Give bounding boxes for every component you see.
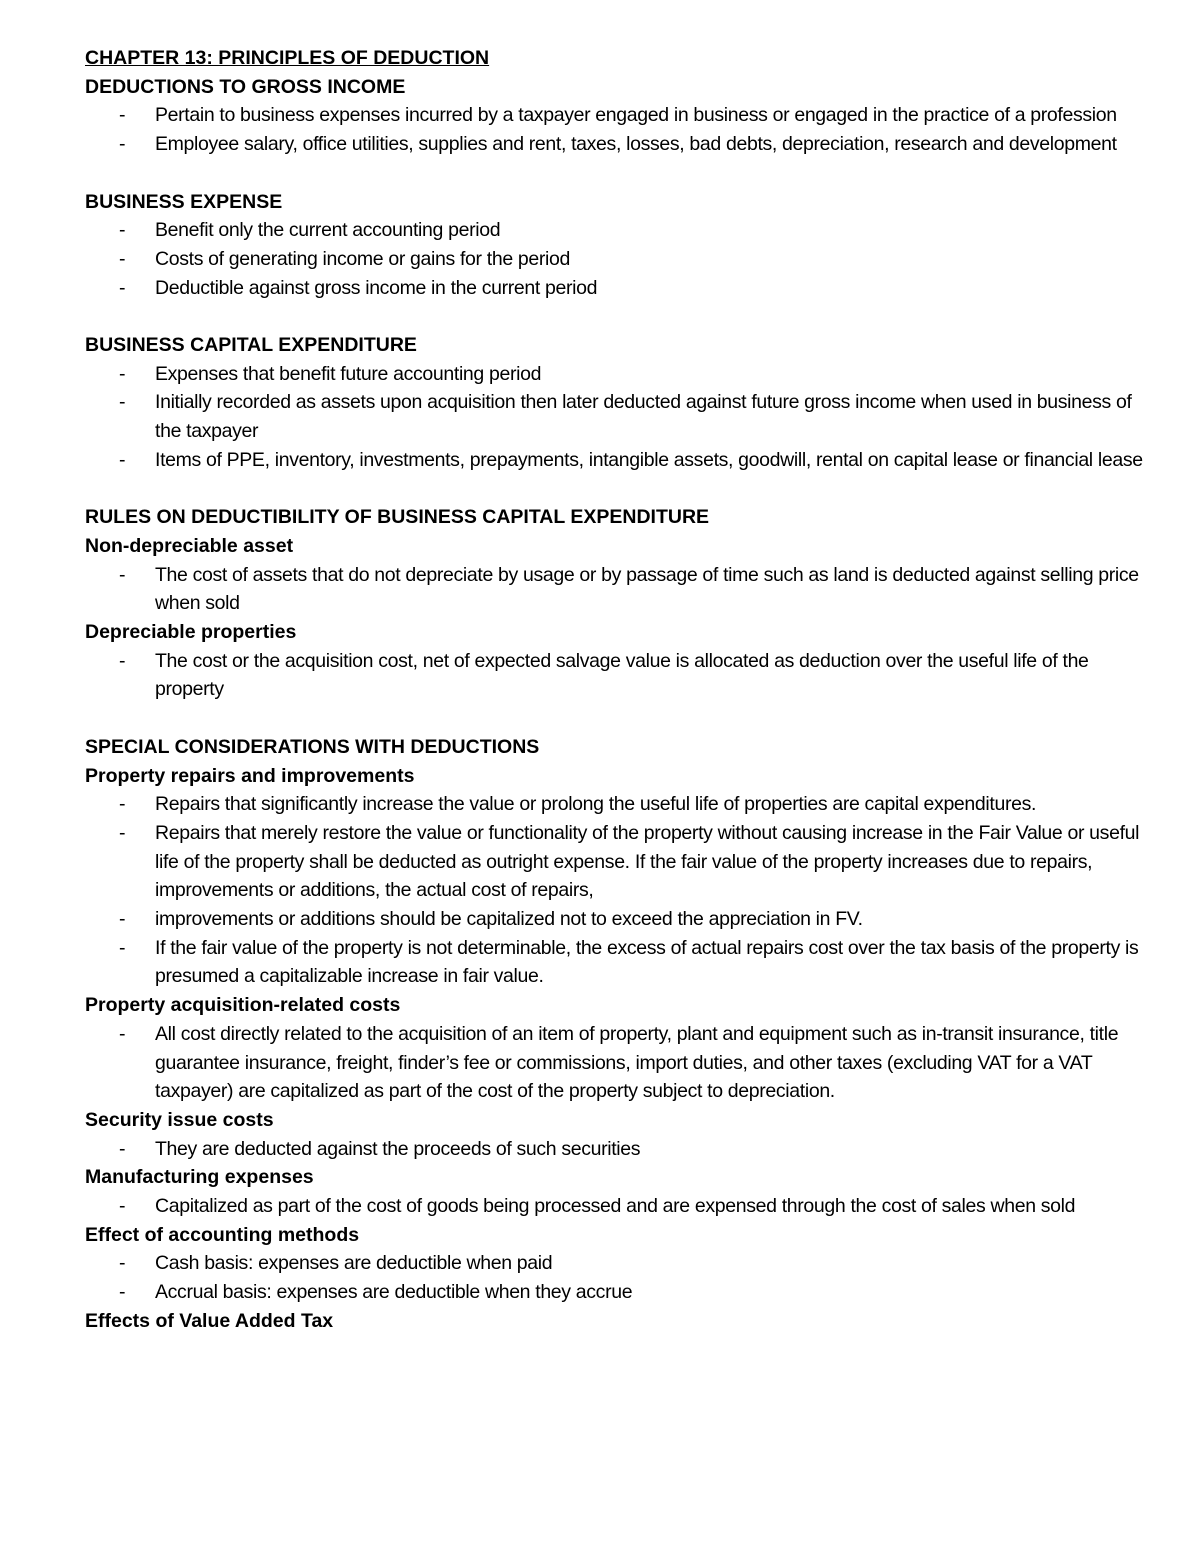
bullet-item: - Accrual basis: expenses are deductible when they accrue — [85, 1278, 1160, 1307]
subsection-heading: Depreciable properties — [85, 621, 297, 644]
section — [85, 733, 1160, 1336]
bullet-item: - Capitalized as part of the cost of goods being processed and are expensed through the cost of sales when sold — [85, 1192, 1160, 1221]
bullet-item: - Items of PPE, inventory, investments, prepayments, intangible assets, goodwill, rental on capital lease or financial lease — [85, 446, 1160, 475]
bullet-list — [85, 1135, 1160, 1164]
bullet-item: - Deductible against gross income in the current period — [85, 274, 1160, 303]
bullet-list — [85, 561, 1160, 618]
bullet-list — [85, 1020, 1160, 1106]
bullet-item: - If the fair value of the property is not determinable, the excess of actual repairs cost over the tax basis of the property is presumed a capitalizable increase in fair value. — [85, 934, 1160, 991]
bullet-list — [85, 647, 1160, 704]
bullet-item: - Cash basis: expenses are deductible when paid — [85, 1249, 1160, 1278]
subsection-heading: Non-depreciable asset — [85, 534, 294, 557]
bullet-item: - Costs of generating income or gains for the period — [85, 245, 1160, 274]
section — [85, 503, 1160, 704]
section-heading: RULES ON DEDUCTIBILITY OF BUSINESS CAPITAL EXPENDITURE — [85, 506, 710, 529]
bullet-item: - Employee salary, office utilities, supplies and rent, taxes, losses, bad debts, depreciation, research and development — [85, 130, 1160, 159]
bullet-item: - Initially recorded as assets upon acquisition then later deducted against future gross income when used in business of the taxpayer — [85, 388, 1160, 445]
bullet-item: - The cost or the acquisition cost, net of expected salvage value is allocated as deduction over the useful life of the property — [85, 647, 1160, 704]
section-heading: SPECIAL CONSIDERATIONS WITH DEDUCTIONS — [85, 735, 540, 758]
section-heading: DEDUCTIONS TO GROSS INCOME — [85, 75, 406, 98]
bullet-item: - They are deducted against the proceeds of such securities — [85, 1135, 1160, 1164]
section — [85, 188, 1160, 303]
subsection-heading: Effect of accounting methods — [85, 1223, 360, 1246]
section-spacer — [85, 704, 1160, 733]
subsection-heading: Effects of Value Added Tax — [85, 1309, 334, 1332]
section — [85, 73, 1160, 159]
bullet-list — [85, 790, 1160, 991]
bullet-item: - Expenses that benefit future accounting period — [85, 360, 1160, 389]
bullet-item: - Repairs that significantly increase the value or prolong the useful life of properties are capital expenditures. — [85, 790, 1160, 819]
bullet-list — [85, 216, 1160, 302]
subsection-heading: Property acquisition-related costs — [85, 994, 401, 1017]
section — [85, 331, 1160, 475]
document-body — [85, 73, 1160, 1336]
bullet-item: - The cost of assets that do not depreciate by usage or by passage of time such as land is deducted against selling price when sold — [85, 561, 1160, 618]
bullet-list — [85, 101, 1160, 158]
subsection-heading: Security issue costs — [85, 1108, 274, 1131]
section-heading: BUSINESS CAPITAL EXPENDITURE — [85, 334, 417, 356]
bullet-item: - Repairs that merely restore the value or functionality of the property without causing increase in the Fair Value or useful life of the property shall be deducted as outright expense. If the fair value of the property increases due to repairs, improvements or additions, the actual cost of repairs, — [85, 819, 1160, 905]
subsection-heading: Manufacturing expenses — [85, 1166, 314, 1189]
bullet-list — [85, 1192, 1160, 1221]
bullet-item: - All cost directly related to the acquisition of an item of property, plant and equipment such as in-transit insurance, title guarantee insurance, freight, finder’s fee or commissions, import duties, and other taxes (excluding VAT for a VAT taxpayer) are capitalized as part of the cost of the property subject to depreciation. — [85, 1020, 1160, 1106]
section-spacer — [85, 302, 1160, 331]
document-title: CHAPTER 13: PRINCIPLES OF DEDUCTION — [85, 47, 490, 69]
bullet-item: - Pertain to business expenses incurred by a taxpayer engaged in business or engaged in the practice of a profession — [85, 101, 1160, 130]
bullet-item: - improvements or additions should be capitalized not to exceed the appreciation in FV. — [85, 905, 1160, 934]
bullet-item: - Benefit only the current accounting period — [85, 216, 1160, 245]
bullet-list — [85, 1249, 1160, 1306]
subsection-heading: Property repairs and improvements — [85, 764, 415, 787]
section-heading: BUSINESS EXPENSE — [85, 190, 283, 213]
section-spacer — [85, 159, 1160, 188]
bullet-list — [85, 360, 1160, 475]
section-spacer — [85, 475, 1160, 504]
